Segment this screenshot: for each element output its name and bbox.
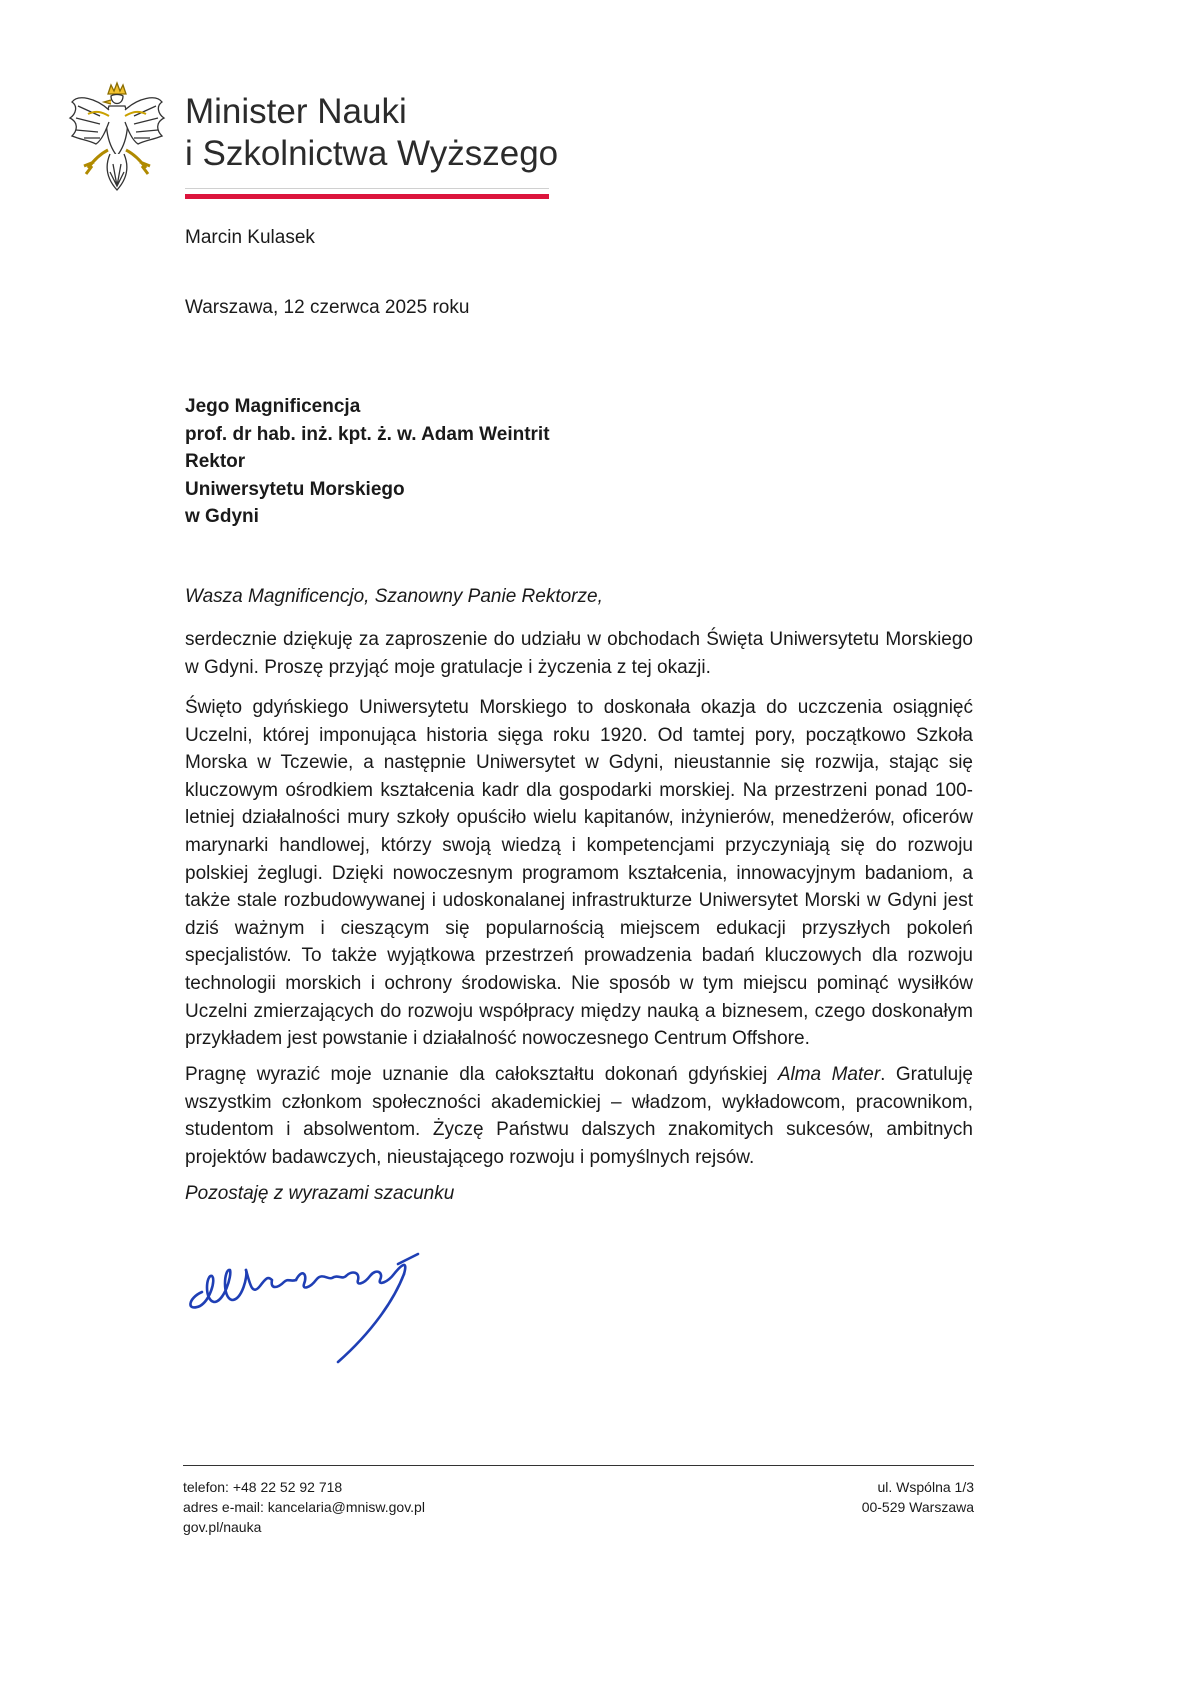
letter-date: Warszawa, 12 czerwca 2025 roku: [185, 297, 470, 318]
paragraph-3: [185, 1061, 973, 1171]
recipient-block: [185, 393, 550, 531]
alma-mater-italic: Alma Mater: [777, 1064, 881, 1085]
footer-divider: [183, 1465, 974, 1466]
recipient-line: w Gdyni: [185, 506, 259, 527]
recipient-line: prof. dr hab. inż. kpt. ż. w. Adam Weintrit: [185, 423, 550, 445]
paragraph-3-text: Pragnę wyrazić moje uznanie dla całokształtu dokonań gdyńskiej: [185, 1064, 778, 1085]
ministry-title: [185, 91, 558, 175]
polish-eagle-emblem-icon: [66, 80, 168, 200]
recipient-line: Jego Magnificencja: [185, 396, 361, 417]
footer-city: 00-529 Warszawa: [861, 1499, 974, 1515]
flag-red-stripe: [185, 194, 549, 199]
paragraph-2: Święto gdyńskiego Uniwersytetu Morskiego to doskonała okazja do uczczenia osiągnięć Uczelni, której imponująca historia sięga roku 1920. Od tamtej pory, początkowo Szkoła Morska w Tczewie, a następnie Uniwersytet w Gdyni, nieustannie się rozwija, stając się kluczowym ośrodkiem kształcenia kadr dla gospodarki morskiej. Na przestrzeni ponad 100-letniej działalności mury szkoły opuściło wielu kapitanów, inżynierów, menedżerów, oficerów marynarki handlowej, którzy swoją wiedzą i kompetencjami przyczyniają się do rozwoju polskiej żeglugi. Dzięki nowoczesnym programom kształcenia, innowacyjnym badaniom, a także stale rozbudowywanej i udoskonalanej infrastrukturze Uniwersytet Morski w Gdyni jest dziś ważnym i cieszącym się popularnością miejscem edukacji przyszłych pokoleń specjalistów. To także wyjątkowa przestrzeń prowadzenia badań kluczowych dla rozwoju technologii morskich i ochrony środowiska. Nie sposób w tym miejscu pominąć wysiłków Uczelni zmierzających do rozwoju współpracy między nauką a biznesem, czego doskonałym przykładem jest powstanie i działalność nowoczesnego Centrum Offshore.: [185, 697, 973, 1050]
paragraph-3-text-end: . Gratuluję wszystkim członkom społeczności akademickiej – władzom, wykładowcom, pracownikom, studentom i absolwentom. Życzę Państwu dalszych znakomitych sukcesów, ambitnych projektów badawczych, nieustającego rozwoju i pomyślnych rejsów.: [185, 1064, 973, 1168]
footer-email: adres e-mail: kancelaria@mnisw.gov.pl: [183, 1499, 425, 1515]
paragraph-1: serdecznie dziękuję za zaproszenie do udziału w obchodach Święta Uniwersytetu Morskiego w Gdyni. Proszę przyjąć moje gratulacje i życzenia z tej okazji.: [185, 629, 973, 678]
recipient-line: Rektor: [185, 451, 246, 472]
closing-phrase: Pozostaję z wyrazami szacunku: [185, 1183, 455, 1204]
footer-address: [862, 1477, 974, 1517]
footer-phone: telefon: +48 22 52 92 718: [183, 1479, 343, 1495]
ministry-title-line2: i Szkolnictwa Wyższego: [185, 134, 559, 173]
sender-name: Marcin Kulasek: [185, 227, 315, 248]
footer-street: ul. Wspólna 1/3: [877, 1479, 974, 1495]
salutation: Wasza Magnificencjo, Szanowny Panie Rektorze,: [185, 586, 603, 607]
footer-website: gov.pl/nauka: [183, 1519, 262, 1535]
recipient-line: Uniwersytetu Morskiego: [185, 478, 405, 500]
footer-contact: [183, 1477, 425, 1537]
handwritten-signature: [180, 1240, 445, 1375]
ministry-title-line1: Minister Nauki: [185, 92, 407, 131]
flag-stripe: [185, 188, 549, 199]
